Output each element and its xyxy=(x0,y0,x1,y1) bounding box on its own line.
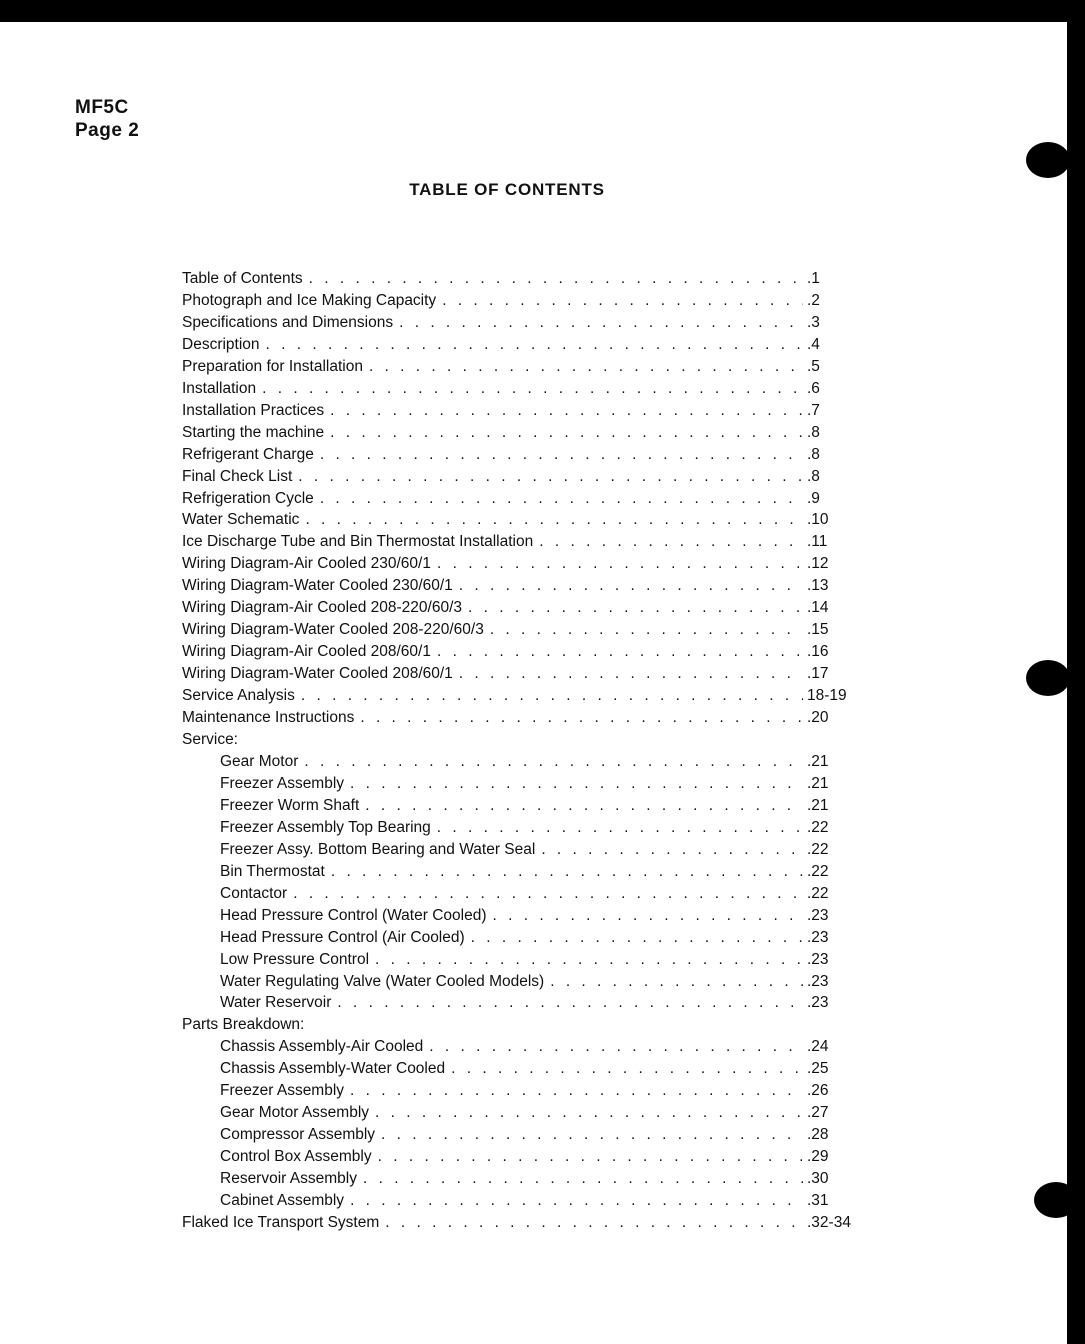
dot-leader xyxy=(437,643,803,661)
toc-entry xyxy=(182,358,857,380)
dot-leader xyxy=(330,424,803,442)
toc-entry xyxy=(182,994,857,1016)
toc-entry-page: .17 xyxy=(807,665,829,683)
scan-right-border xyxy=(1067,0,1085,1344)
dot-leader xyxy=(385,1214,803,1232)
toc-entry xyxy=(182,929,857,951)
toc-entry xyxy=(182,402,857,424)
toc-entry-page: .22 xyxy=(807,840,829,858)
toc-entry xyxy=(182,1170,857,1192)
dot-leader xyxy=(378,1148,803,1166)
toc-entry-page: .8 xyxy=(807,423,820,441)
toc-section-heading xyxy=(182,731,857,753)
toc-entry-page: .23 xyxy=(807,972,829,990)
toc-entry xyxy=(182,314,857,336)
toc-entry-label: Wiring Diagram-Air Cooled 208/60/1 xyxy=(182,643,431,661)
toc-entry-page: .10 xyxy=(807,511,829,529)
table-of-contents xyxy=(182,270,857,1236)
toc-entry-page: .22 xyxy=(807,884,829,902)
dot-leader xyxy=(331,863,803,881)
toc-entry-page: .12 xyxy=(807,555,829,573)
toc-entry-page: .16 xyxy=(807,643,829,661)
toc-entry-label: Wiring Diagram-Water Cooled 230/60/1 xyxy=(182,577,453,595)
toc-entry xyxy=(182,336,857,358)
toc-entry-page: .1 xyxy=(807,270,820,287)
toc-entry xyxy=(182,907,857,929)
toc-section-heading xyxy=(182,1016,857,1038)
toc-entry xyxy=(182,841,857,863)
toc-entry xyxy=(182,533,857,555)
page-header xyxy=(75,96,139,142)
toc-entry xyxy=(182,1126,857,1148)
toc-entry-page: .23 xyxy=(807,906,829,924)
toc-entry xyxy=(182,753,857,775)
toc-entry-label: Head Pressure Control (Air Cooled) xyxy=(220,928,465,946)
toc-entry-page: .21 xyxy=(807,752,829,770)
toc-entry xyxy=(182,270,857,292)
dot-leader xyxy=(550,973,803,991)
model-number: MF5C xyxy=(75,97,129,118)
toc-entry xyxy=(182,643,857,665)
toc-entry-label: Gear Motor Assembly xyxy=(220,1104,370,1122)
toc-entry-page: .2 xyxy=(807,291,820,309)
binder-hole xyxy=(1026,660,1070,696)
toc-entry-label: Freezer Assembly xyxy=(220,1082,345,1100)
dot-leader xyxy=(305,511,803,529)
toc-entry-label: Refrigeration Cycle xyxy=(182,489,314,507)
toc-entry-label: Wiring Diagram-Air Cooled 230/60/1 xyxy=(182,555,431,573)
toc-entry-page: .3 xyxy=(807,313,820,331)
toc-entry-label: Compressor Assembly xyxy=(220,1126,376,1144)
toc-entry-page: .13 xyxy=(807,577,829,595)
toc-entry xyxy=(182,1038,857,1060)
dot-leader xyxy=(298,468,803,486)
toc-entry xyxy=(182,621,857,643)
toc-entry-label: Final Check List xyxy=(182,467,293,485)
dot-leader xyxy=(293,885,803,903)
dot-leader xyxy=(350,1082,803,1100)
binder-hole xyxy=(1034,1182,1078,1218)
toc-entry xyxy=(182,665,857,687)
toc-entry-page: .21 xyxy=(807,796,829,814)
dot-leader xyxy=(541,841,803,859)
toc-entry-page: .6 xyxy=(807,379,820,397)
dot-leader xyxy=(492,907,803,925)
toc-entry xyxy=(182,885,857,907)
toc-entry xyxy=(182,599,857,621)
toc-entry xyxy=(182,951,857,973)
dot-leader xyxy=(437,819,803,837)
toc-entry-label: Water Regulating Valve (Water Cooled Models) xyxy=(220,972,545,990)
toc-entry xyxy=(182,490,857,512)
dot-leader xyxy=(490,621,803,639)
dot-leader xyxy=(350,775,803,793)
toc-entry-label: Service Analysis xyxy=(182,687,295,705)
dot-leader xyxy=(468,599,803,617)
toc-entry xyxy=(182,797,857,819)
dot-leader xyxy=(451,1060,803,1078)
dot-leader xyxy=(350,1192,803,1210)
toc-entry-label: Service: xyxy=(182,731,238,749)
toc-entry-label: Parts Breakdown: xyxy=(182,1016,305,1034)
dot-leader xyxy=(539,533,803,551)
scan-top-border xyxy=(0,0,1085,22)
toc-entry-label: Control Box Assembly xyxy=(220,1148,372,1166)
dot-leader xyxy=(304,753,803,771)
toc-entry-label: Installation Practices xyxy=(182,401,325,419)
dot-leader xyxy=(369,358,803,376)
dot-leader xyxy=(375,951,803,969)
toc-entry-label: Head Pressure Control (Water Cooled) xyxy=(220,906,487,924)
toc-entry-label: Wiring Diagram-Water Cooled 208-220/60/3 xyxy=(182,621,484,639)
toc-entry-label: Freezer Assembly Top Bearing xyxy=(220,818,431,836)
dot-leader xyxy=(381,1126,803,1144)
toc-entry-label: Photograph and Ice Making Capacity xyxy=(182,291,437,309)
dot-leader xyxy=(262,380,803,398)
toc-entry-label: Freezer Worm Shaft xyxy=(220,796,360,814)
toc-entry-label: Specifications and Dimensions xyxy=(182,313,394,331)
toc-entry xyxy=(182,687,857,709)
toc-entry-page: .28 xyxy=(807,1126,829,1144)
toc-entry-label: Reservoir Assembly xyxy=(220,1170,357,1188)
toc-entry xyxy=(182,468,857,490)
toc-entry-page: .32-34 xyxy=(807,1213,851,1231)
toc-entry-label: Ice Discharge Tube and Bin Thermostat Installation xyxy=(182,533,534,551)
dot-leader xyxy=(399,314,803,332)
dot-leader xyxy=(437,555,803,573)
dot-leader xyxy=(266,336,803,354)
toc-entry-label: Wiring Diagram-Water Cooled 208/60/1 xyxy=(182,665,453,683)
toc-entry-page: .21 xyxy=(807,774,829,792)
toc-entry-label: Contactor xyxy=(220,884,288,902)
toc-entry-page: .8 xyxy=(807,445,820,463)
toc-entry xyxy=(182,709,857,731)
toc-entry xyxy=(182,424,857,446)
toc-entry-label: Chassis Assembly-Air Cooled xyxy=(220,1038,424,1056)
toc-entry xyxy=(182,446,857,468)
dot-leader xyxy=(471,929,803,947)
toc-entry-label: Wiring Diagram-Air Cooled 208-220/60/3 xyxy=(182,599,462,617)
toc-entry xyxy=(182,973,857,995)
dot-leader xyxy=(309,270,803,288)
toc-entry xyxy=(182,292,857,314)
dot-leader xyxy=(429,1038,803,1056)
toc-entry-page: .23 xyxy=(807,950,829,968)
page-title: TABLE OF CONTENTS xyxy=(409,180,605,199)
toc-entry-page: .15 xyxy=(807,621,829,639)
toc-entry-page: 18-19 xyxy=(807,687,847,705)
toc-entry-page: .26 xyxy=(807,1082,829,1100)
toc-entry-page: .24 xyxy=(807,1038,829,1056)
toc-entry-label: Table of Contents xyxy=(182,270,303,287)
dot-leader xyxy=(360,709,803,727)
toc-entry-label: Water Reservoir xyxy=(220,994,332,1012)
dot-leader xyxy=(337,994,803,1012)
dot-leader xyxy=(320,490,803,508)
toc-entry-page: .25 xyxy=(807,1060,829,1078)
toc-entry xyxy=(182,380,857,402)
dot-leader xyxy=(459,577,803,595)
dot-leader xyxy=(375,1104,803,1122)
toc-entry-label: Flaked Ice Transport System xyxy=(182,1213,380,1231)
toc-entry-page: .23 xyxy=(807,928,829,946)
toc-entry xyxy=(182,1214,857,1236)
toc-entry-label: Maintenance Instructions xyxy=(182,709,355,727)
toc-entry xyxy=(182,577,857,599)
toc-entry xyxy=(182,863,857,885)
toc-entry-page: .23 xyxy=(807,994,829,1012)
toc-entry-label: Description xyxy=(182,335,260,353)
toc-entry xyxy=(182,1148,857,1170)
toc-entry-page: .20 xyxy=(807,709,829,727)
toc-entry-label: Cabinet Assembly xyxy=(220,1192,345,1210)
toc-entry-page: .22 xyxy=(807,818,829,836)
toc-entry-page: .5 xyxy=(807,357,820,375)
page-number: Page 2 xyxy=(75,120,140,141)
toc-entry xyxy=(182,555,857,577)
toc-entry-label: Chassis Assembly-Water Cooled xyxy=(220,1060,446,1078)
toc-entry-page: .27 xyxy=(807,1104,829,1122)
toc-entry-label: Refrigerant Charge xyxy=(182,445,314,463)
toc-entry-label: Bin Thermostat xyxy=(220,862,325,880)
toc-entry-label: Freezer Assembly xyxy=(220,774,345,792)
toc-entry-label: Starting the machine xyxy=(182,423,325,441)
toc-entry-page: .9 xyxy=(807,489,820,507)
toc-entry-label: Installation xyxy=(182,379,257,397)
toc-entry-page: .8 xyxy=(807,467,820,485)
dot-leader xyxy=(459,665,803,683)
dot-leader xyxy=(320,446,803,464)
toc-entry-label: Water Schematic xyxy=(182,511,300,529)
dot-leader xyxy=(365,797,803,815)
dot-leader xyxy=(363,1170,803,1188)
toc-entry-page: .30 xyxy=(807,1170,829,1188)
dot-leader xyxy=(330,402,803,420)
toc-entry-page: .4 xyxy=(807,335,820,353)
toc-entry-page: .29 xyxy=(807,1148,829,1166)
toc-entry xyxy=(182,1060,857,1082)
toc-entry-label: Low Pressure Control xyxy=(220,950,370,968)
toc-entry xyxy=(182,775,857,797)
dot-leader xyxy=(301,687,803,705)
toc-entry xyxy=(182,1104,857,1126)
toc-entry-page: .7 xyxy=(807,401,820,419)
toc-entry xyxy=(182,511,857,533)
toc-entry xyxy=(182,1082,857,1104)
toc-entry-label: Preparation for Installation xyxy=(182,357,363,375)
toc-entry xyxy=(182,819,857,841)
toc-entry-page: .22 xyxy=(807,862,829,880)
toc-entry-label: Freezer Assy. Bottom Bearing and Water Seal xyxy=(220,840,536,858)
toc-entry-page: .31 xyxy=(807,1192,829,1210)
toc-entry-page: .14 xyxy=(807,599,829,617)
binder-hole xyxy=(1026,142,1070,178)
toc-entry-label: Gear Motor xyxy=(220,752,299,770)
toc-entry xyxy=(182,1192,857,1214)
dot-leader xyxy=(442,292,803,310)
toc-entry-page: .11 xyxy=(807,533,828,551)
